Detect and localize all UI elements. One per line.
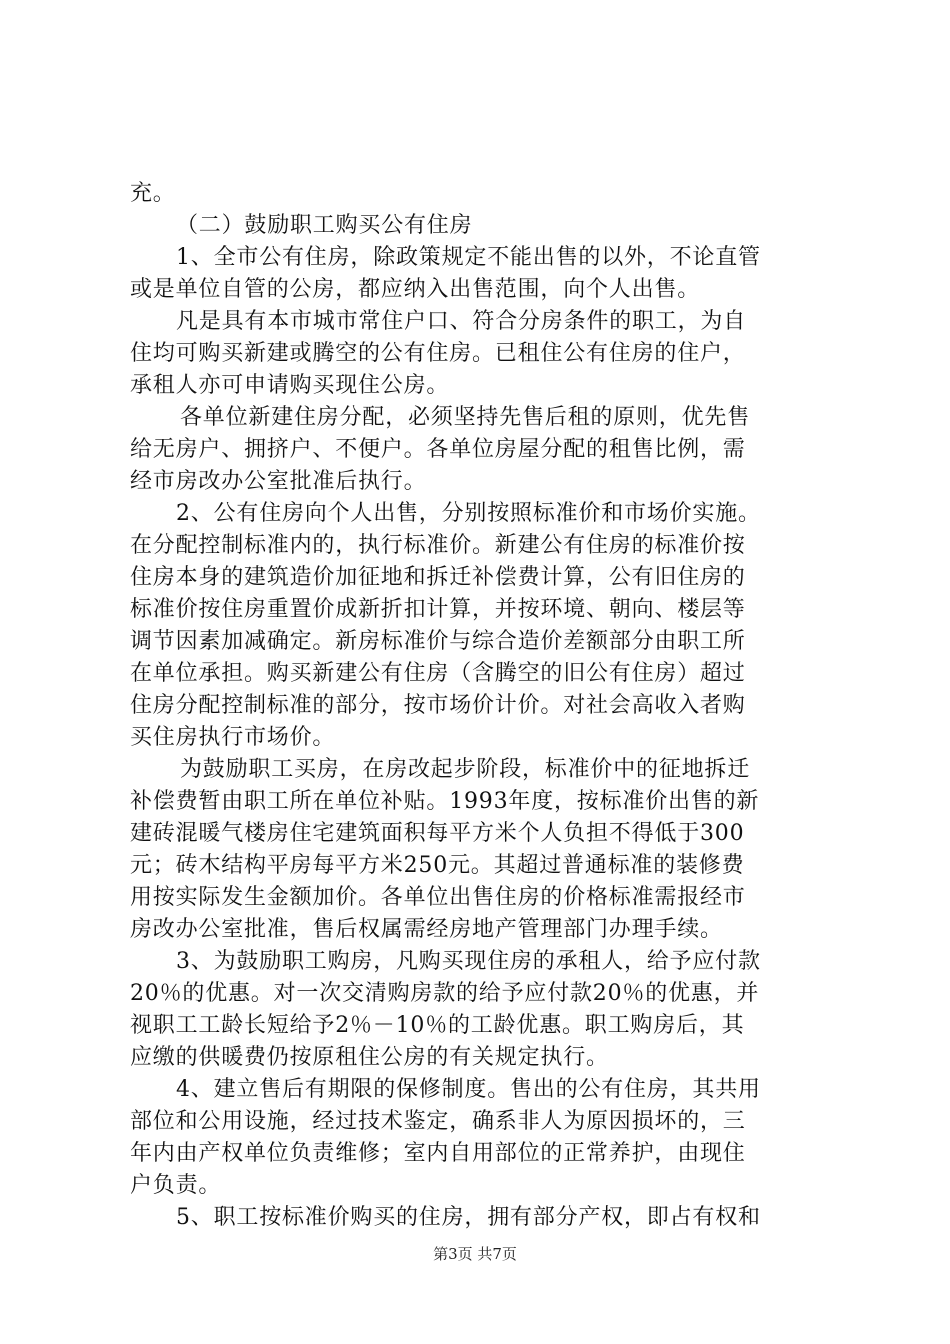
page-footer: 第3页 共7页 — [433, 1245, 517, 1263]
text-line: （二）鼓励职工购买公有住房 — [176, 213, 473, 238]
text-line: 部位和公用设施，经过技术鉴定，确系非人为原因损坏的，三 — [130, 1109, 746, 1134]
text-line: 房改办公室批准，售后权属需经房地产管理部门办理手续。 — [130, 917, 723, 942]
text-line: 经市房改办公室批准后执行。 — [130, 469, 427, 494]
text-line: 年内由产权单位负责维修；室内自用部位的正常养护，由现住 — [130, 1141, 746, 1166]
text-line: 用按实际发生金额加价。各单位出售住房的价格标准需报经市 — [130, 885, 746, 910]
text-line: 买住房执行市场价。 — [130, 725, 336, 750]
text-line: 户负责。 — [130, 1173, 222, 1198]
text-line: 充。 — [130, 181, 176, 206]
text-line: 住房分配控制标准的部分，按市场价计价。对社会高收入者购 — [130, 693, 746, 718]
text-line: 在单位承担。购买新建公有住房（含腾空的旧公有住房）超过 — [130, 661, 746, 686]
text-line: 应缴的供暖费仍按原租住公房的有关规定执行。 — [130, 1045, 609, 1070]
text-line: 视职工工龄长短给予2％－10％的工龄优惠。职工购房后，其 — [130, 1013, 745, 1038]
text-line: 承租人亦可申请购买现住公房。 — [130, 373, 450, 398]
text-line: 补偿费暂由职工所在单位补贴。1993年度，按标准价出售的新 — [130, 789, 760, 814]
text-line: 5、职工按标准价购买的住房，拥有部分产权，即占有权和 — [176, 1205, 761, 1230]
text-line: 各单位新建住房分配，必须坚持先售后租的原则，优先售 — [180, 405, 751, 430]
text-line: 标准价按住房重置价成新折扣计算，并按环境、朝向、楼层等 — [130, 597, 746, 622]
text-line: 1、全市公有住房，除政策规定不能出售的以外，不论直管 — [176, 245, 761, 270]
text-line: 调节因素加减确定。新房标准价与综合造价差额部分由职工所 — [130, 629, 746, 654]
text-line: 或是单位自管的公房，都应纳入出售范围，向个人出售。 — [130, 277, 701, 302]
document-body — [130, 178, 830, 1234]
text-line: 2、公有住房向个人出售，分别按照标准价和市场价实施。 — [176, 501, 761, 526]
text-line: 元；砖木结构平房每平方米250元。其超过普通标准的装修费 — [130, 853, 745, 878]
text-line: 为鼓励职工买房，在房改起步阶段，标准价中的征地拆迁 — [180, 757, 751, 782]
text-line: 住均可购买新建或腾空的公有住房。已租住公有住房的住户， — [130, 341, 746, 366]
text-line: 住房本身的建筑造价加征地和拆迁补偿费计算，公有旧住房的 — [130, 565, 746, 590]
text-line: 3、为鼓励职工购房，凡购买现住房的承租人，给予应付款 — [176, 949, 761, 974]
text-line: 在分配控制标准内的，执行标准价。新建公有住房的标准价按 — [130, 533, 746, 558]
text-line: 给无房户、拥挤户、不便户。各单位房屋分配的租售比例，需 — [130, 437, 746, 462]
text-line: 4、建立售后有期限的保修制度。售出的公有住房，其共用 — [176, 1077, 761, 1102]
text-line: 凡是具有本市城市常住户口、符合分房条件的职工，为自 — [176, 309, 747, 334]
text-line: 建砖混暖气楼房住宅建筑面积每平方米个人负担不得低于300 — [130, 821, 745, 846]
text-line: 20％的优惠。对一次交清购房款的给予应付款20％的优惠，并 — [130, 981, 760, 1006]
